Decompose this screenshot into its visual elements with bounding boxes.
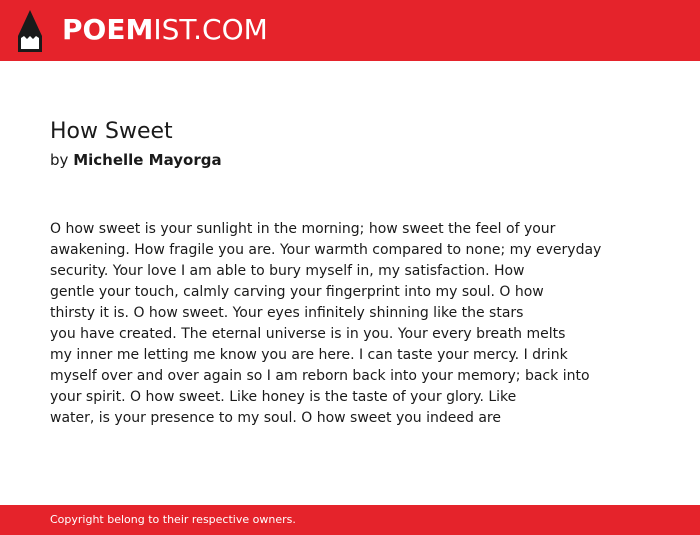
poem-line: water, is your presence to my soul. O how sweet you indeed are [50, 410, 501, 426]
site-footer [0, 505, 700, 535]
poem-line: myself over and over again so I am reborn back into your memory; back into [50, 368, 590, 384]
poem-line: you have created. The eternal universe is in you. Your every breath melts [50, 326, 566, 342]
poem-line: awakening. How fragile you are. Your warmth compared to none; my everyday [50, 242, 602, 258]
poem-line: your spirit. O how sweet. Like honey is the taste of your glory. Like [50, 389, 517, 405]
logo-bold-text: POEM [62, 13, 154, 46]
poem-body [50, 219, 670, 429]
poem-title: How Sweet [50, 119, 173, 144]
site-header [0, 0, 700, 61]
pencil-tip-icon[interactable] [18, 10, 42, 52]
byline-prefix: by [50, 151, 69, 169]
poem-line: gentle your touch, calmly carving your fingerprint into my soul. O how [50, 284, 544, 300]
poem-line: thirsty it is. O how sweet. Your eyes infinitely shinning like the stars [50, 305, 524, 321]
poem-line: my inner me letting me know you are here. I can taste your mercy. I drink [50, 347, 568, 363]
poem-line: O how sweet is your sunlight in the morning; how sweet the feel of your [50, 221, 556, 237]
byline [50, 150, 222, 170]
logo-light-text: IST.COM [153, 13, 268, 46]
site-logo[interactable] [62, 12, 268, 48]
poem-line: security. Your love I am able to bury myself in, my satisfaction. How [50, 263, 525, 279]
author-name: Michelle Mayorga [73, 151, 222, 169]
copyright-text: Copyright belong to their respective owners. [50, 513, 296, 526]
